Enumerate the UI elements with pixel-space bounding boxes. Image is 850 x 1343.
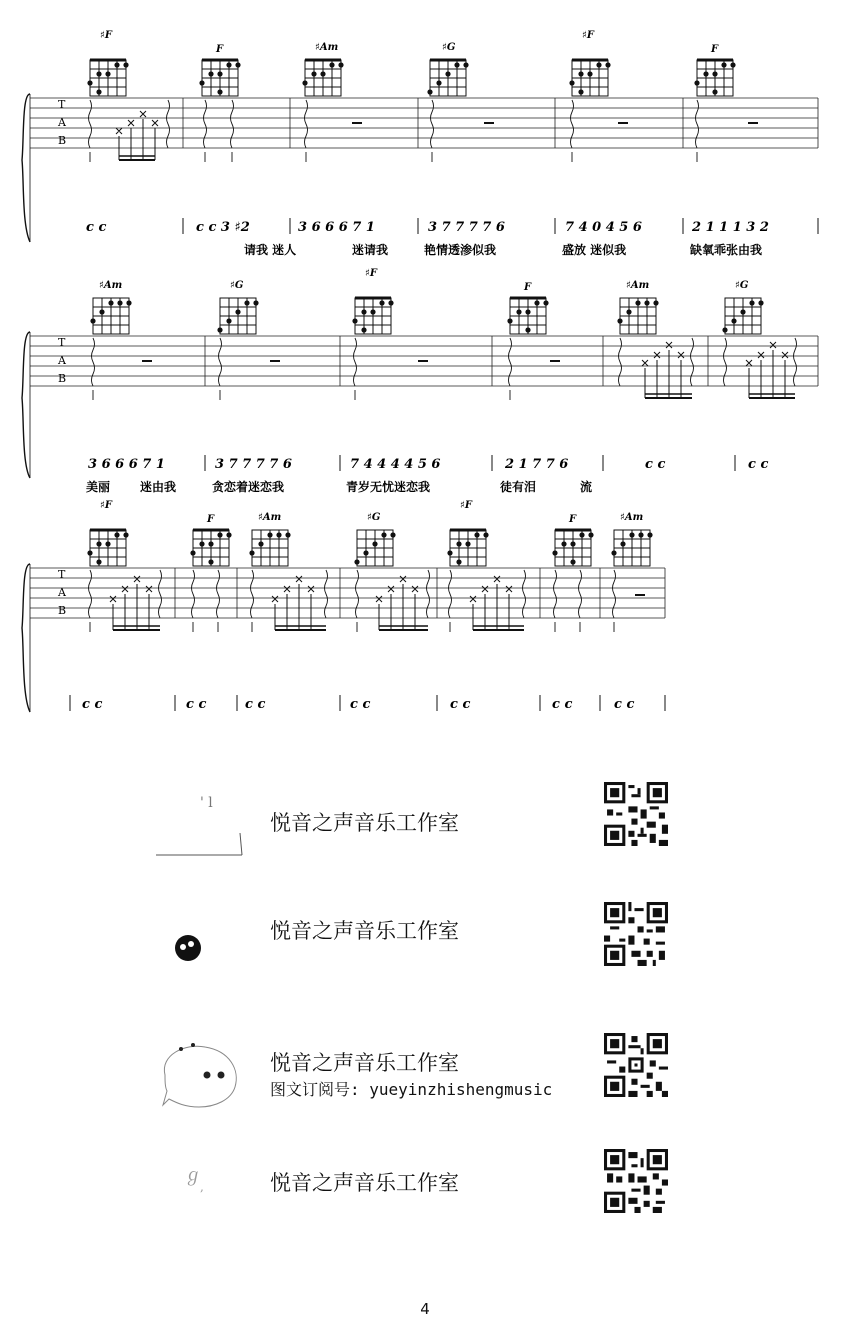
notation-measure: c c xyxy=(82,697,103,712)
chord-name: ♯Am xyxy=(258,512,282,523)
svg-text:,: , xyxy=(200,1180,204,1194)
notation-measure: c c xyxy=(450,697,471,712)
lyric-line: 请我 迷人 xyxy=(244,243,297,257)
lyrics xyxy=(86,479,592,494)
brand-logo xyxy=(155,1025,245,1115)
notation-measure: c c xyxy=(350,697,371,712)
svg-text:' l: ' l xyxy=(200,795,213,811)
chord-name: F xyxy=(711,44,719,55)
lyric-line: 青岁无忧迷恋我 xyxy=(346,480,431,494)
picking-pattern xyxy=(110,576,524,630)
tab-letter: B xyxy=(58,134,67,147)
chord-diagram xyxy=(569,30,610,96)
notation-measure: 3 6 6 6 7 1 xyxy=(88,457,165,472)
notation-measure: c c xyxy=(748,457,769,472)
branding-block xyxy=(0,770,850,870)
notation-measure: c c xyxy=(186,697,207,712)
branding-block xyxy=(0,885,850,985)
tab-letter: T xyxy=(58,336,66,349)
lyric-line: 贪恋着迷恋我 xyxy=(212,480,285,494)
lyric-line: 徒有泪 xyxy=(500,480,537,494)
tab-staff xyxy=(30,98,818,148)
chord-diagram xyxy=(199,44,240,96)
chord-name: ♯F xyxy=(100,30,112,41)
notation-measure: 3 6 6 6 7 1 xyxy=(298,220,375,235)
notation-measure: 3 7 7 7 7 6 xyxy=(428,220,505,235)
chord-diagram xyxy=(190,514,231,566)
system-3 xyxy=(0,500,850,720)
lyric-line: 迷请我 xyxy=(352,243,389,257)
chord-name: ♯G xyxy=(367,512,381,523)
tab-letter: A xyxy=(58,586,66,599)
studio-name: 悦音之声音乐工作室 xyxy=(270,919,459,943)
chord-name: ♯Am xyxy=(620,512,644,523)
notation-measure: c c 3 ♯2 xyxy=(196,220,250,235)
notation-measure: 2 1 1 1 3 2 xyxy=(692,220,769,235)
brand-logo xyxy=(150,785,250,865)
chord-name: ♯G xyxy=(735,280,749,291)
lyric-line: 美丽 xyxy=(86,480,111,494)
chord-diagram xyxy=(611,512,652,566)
chord-name: F xyxy=(216,44,224,55)
brand-logo xyxy=(170,930,210,970)
notation-measure: c c xyxy=(245,697,266,712)
chord-diagram xyxy=(87,500,128,566)
system-1 xyxy=(0,20,850,290)
qr-code[interactable] xyxy=(604,902,668,966)
chord-name: ♯F xyxy=(460,500,472,511)
tab-letter: B xyxy=(58,372,67,385)
strum-marks xyxy=(92,338,797,400)
branding-block xyxy=(0,1135,850,1235)
chord-diagram xyxy=(352,268,393,334)
chord-name: ♯F xyxy=(582,30,594,41)
tab-letter: B xyxy=(58,604,67,617)
notation-measure: c c xyxy=(645,457,666,472)
chord-diagram xyxy=(217,280,258,334)
system-brace xyxy=(22,94,30,242)
notation-measure: 2 1 7 7 6 xyxy=(505,457,569,472)
studio-name: 悦音之声音乐工作室 xyxy=(270,1051,459,1075)
qr-code[interactable] xyxy=(604,782,668,846)
numbered-notation xyxy=(88,457,768,472)
chord-diagram xyxy=(722,280,763,334)
studio-name: 悦音之声音乐工作室 xyxy=(270,1171,459,1195)
picking-pattern xyxy=(642,342,795,398)
chord-diagram xyxy=(427,42,468,96)
numbered-notation xyxy=(82,697,634,712)
chord-diagram xyxy=(249,512,290,566)
chord-name: ♯G xyxy=(230,280,244,291)
page-number: 4 xyxy=(420,1300,430,1318)
chord-name: F xyxy=(207,514,215,525)
tab-letter: T xyxy=(58,98,66,111)
chord-diagram xyxy=(507,282,548,334)
studio-name: 悦音之声音乐工作室 xyxy=(270,811,459,835)
chord-name: ♯G xyxy=(442,42,456,53)
chord-diagram xyxy=(302,42,343,96)
numbered-notation xyxy=(86,220,769,235)
chord-diagram xyxy=(354,512,395,566)
notation-measure: c c xyxy=(552,697,573,712)
tab-letter: T xyxy=(58,568,66,581)
svg-text:ℊ: ℊ xyxy=(184,1165,202,1186)
chord-name: ♯Am xyxy=(626,280,650,291)
notation-measure: c c xyxy=(614,697,635,712)
lyric-line: 缺氧乖张由我 xyxy=(690,243,763,257)
chord-diagram xyxy=(552,514,593,566)
chord-diagram xyxy=(694,44,735,96)
lyrics xyxy=(244,242,762,257)
chord-name: ♯F xyxy=(365,268,377,279)
lyric-line: 艳情透渗似我 xyxy=(424,243,497,257)
notation-measure: 7 4 4 4 4 5 6 xyxy=(350,457,441,472)
notation-measure: 3 7 7 7 7 6 xyxy=(215,457,292,472)
qr-code[interactable] xyxy=(604,1033,668,1097)
strum-marks xyxy=(89,570,616,632)
chord-diagram xyxy=(87,30,128,96)
chord-name: ♯Am xyxy=(99,280,123,291)
system-brace xyxy=(22,332,30,478)
brand-logo xyxy=(180,1153,230,1203)
chord-name: ♯F xyxy=(100,500,112,511)
tab-letter: A xyxy=(58,354,66,367)
chord-diagram xyxy=(617,280,658,334)
subscription-id: 图文订阅号: yueyinzhishengmusic xyxy=(270,1080,553,1099)
tab-letter: A xyxy=(58,116,66,129)
lyric-line: 流 xyxy=(580,480,593,494)
chord-name: F xyxy=(569,514,577,525)
branding-block xyxy=(0,1015,850,1125)
system-2 xyxy=(0,268,850,498)
chord-diagram xyxy=(447,500,488,566)
lyric-line: 盛放 迷似我 xyxy=(562,243,627,257)
notation-measure: 7 4 0 4 5 6 xyxy=(565,220,642,235)
notation-measure: c c xyxy=(86,220,107,235)
chord-name: ♯Am xyxy=(315,42,339,53)
chord-name: F xyxy=(524,282,532,293)
lyric-line: 迷由我 xyxy=(140,480,177,494)
chord-diagram xyxy=(90,280,131,334)
system-brace xyxy=(22,564,30,712)
strum-marks xyxy=(89,100,699,162)
qr-code[interactable] xyxy=(604,1149,668,1213)
